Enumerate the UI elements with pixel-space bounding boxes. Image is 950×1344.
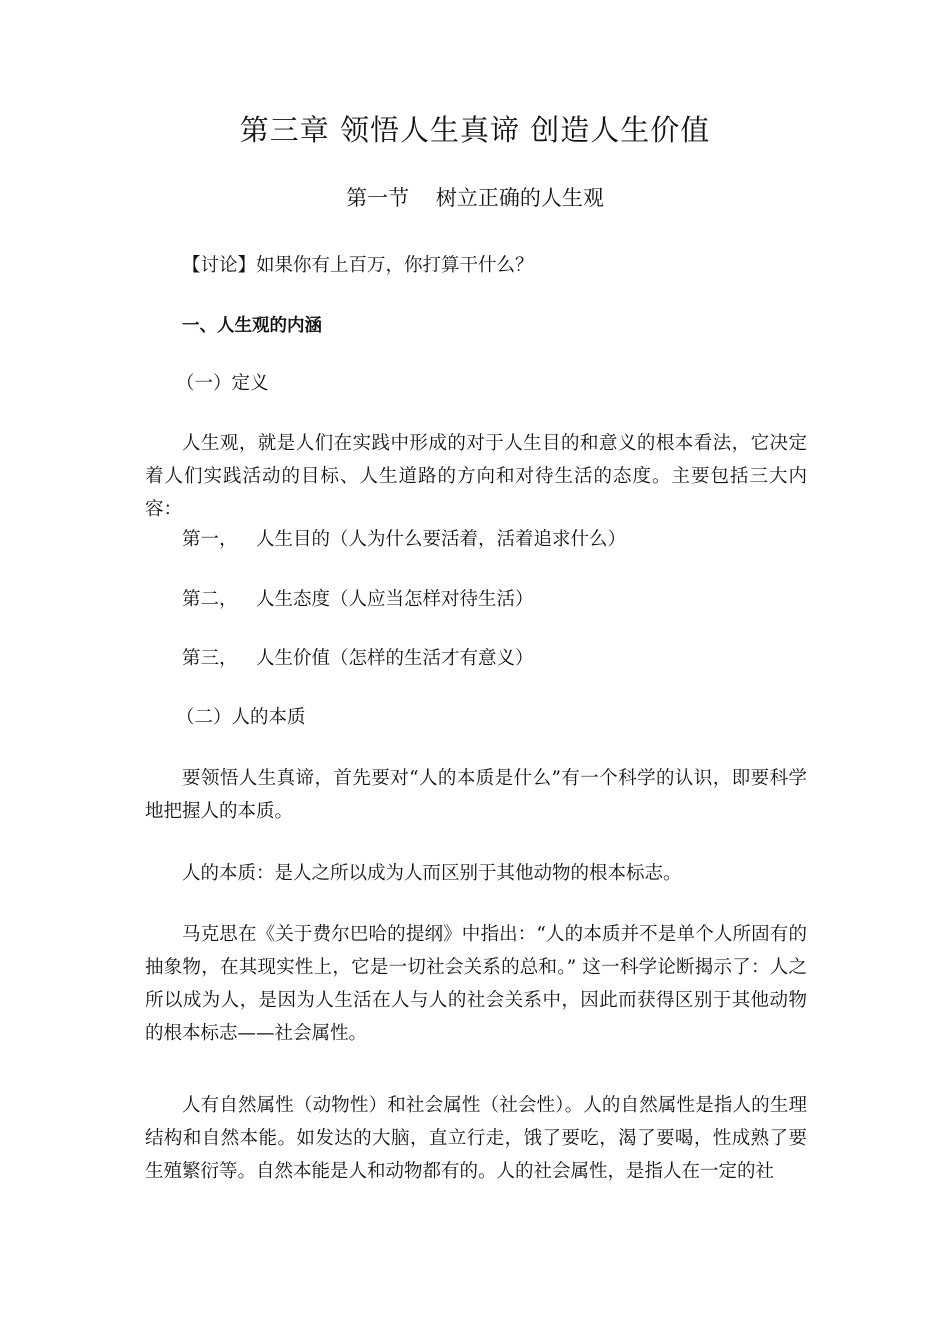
list-item-number: 第一，: [182, 529, 238, 550]
list-item-number: 第三，: [182, 648, 238, 669]
section-title: 第一节 树立正确的人生观: [346, 186, 604, 210]
chapter-title: 第三章 领悟人生真谛 创造人生价值: [239, 113, 711, 147]
essence-definition: 人的本质：是人之所以成为人而区别于其他动物的根本标志。: [182, 863, 682, 884]
list-item: [182, 645, 534, 673]
subheading-definition: （一）定义: [176, 373, 269, 394]
list-item-number: 第二，: [182, 589, 238, 610]
discussion-question: 【讨论】如果你有上百万，你打算干什么？: [182, 255, 534, 276]
essence-paragraph: 要领悟人生真谛，首先要对“人的本质是什么”有一个科学的认识，即要科学地把握人的本质。: [145, 768, 807, 822]
definition-paragraph: 人生观，就是人们在实践中形成的对于人生目的和意义的根本看法，它决定着人们实践活动的目标、人生道路的方向和对待生活的态度。主要包括三大内容：: [145, 433, 807, 520]
list-item-text: 人生态度（人应当怎样对待生活）: [256, 589, 534, 610]
attributes-paragraph: 人有自然属性（动物性）和社会属性（社会性）。人的自然属性是指人的生理结构和自然本能。如发达的大脑，直立行走，饿了要吃，渴了要喝，性成熟了要生殖繁衍等。自然本能是人和动物都有的。人的社会属性，是指人在一定的社: [145, 1095, 807, 1182]
list-item-text: 人生目的（人为什么要活着，活着追求什么）: [256, 529, 627, 550]
subheading-human-essence: （二）人的本质: [176, 707, 306, 728]
marx-quote-paragraph: 马克思在《关于费尔巴哈的提纲》中指出：“人的本质并不是单个人所固有的抽象物，在其现实性上，它是一切社会关系的总和。” 这一科学论断揭示了：人之所以成为人，是因为人生活在人与人的社会关系中，因此而获得区别于其他动物的根本标志——社会属性。: [145, 924, 807, 1044]
heading-life-view-connotation: 一、人生观的内涵: [182, 316, 322, 336]
list-item-text: 人生价值（怎样的生活才有意义）: [256, 648, 534, 669]
list-item: [182, 586, 534, 614]
list-item: [182, 526, 626, 554]
